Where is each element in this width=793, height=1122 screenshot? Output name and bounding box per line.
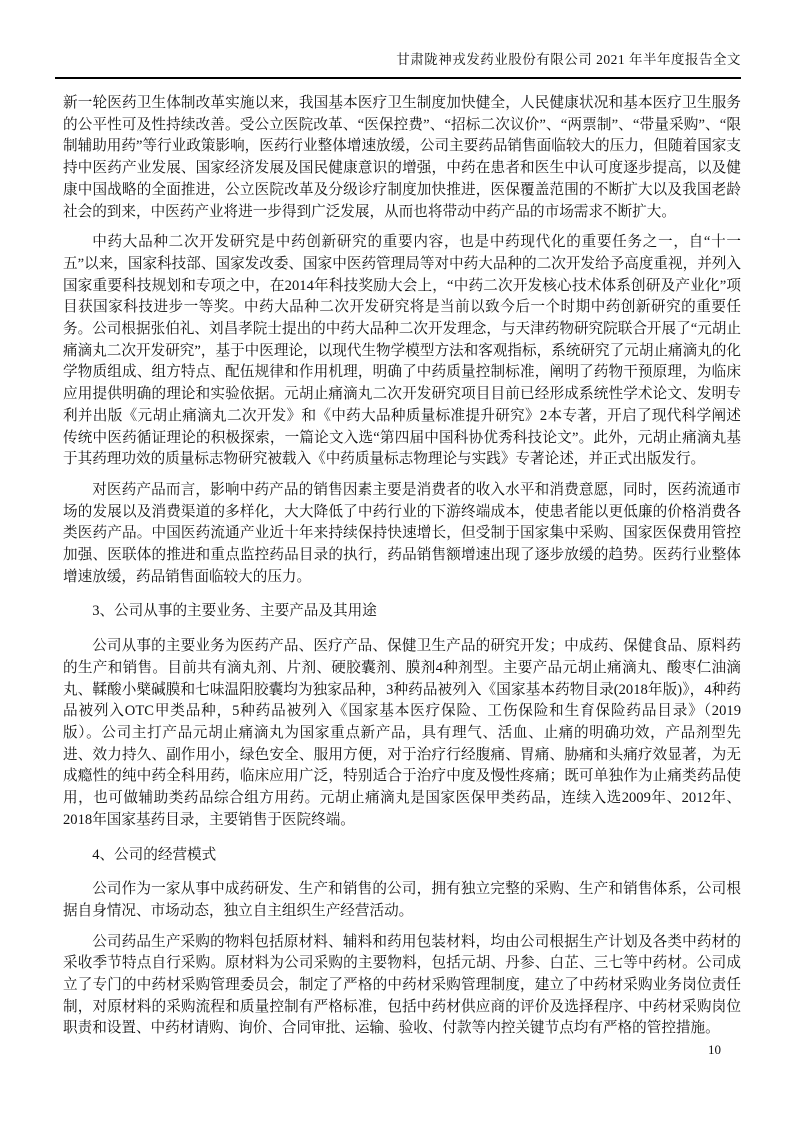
page-number: 10	[708, 1042, 721, 1057]
paragraph-operation-model: 公司作为一家从事中成药研发、生产和销售的公司，拥有独立完整的采购、生产和销售体系，公司根据自身情况、市场动态，独立自主组织生产经营活动。	[63, 881, 741, 919]
paragraph-procurement: 公司药品生产采购的物料包括原材料、辅料和药用包装材料，均由公司根据生产计划及各类中药材的采收季节特点自行采购。原材料为公司采购的主要物料，包括元胡、丹参、白芷、三七等中药材。公司成立了专门的中药材采购管理委员会，制定了严格的中药材采购管理制度，建立了中药材采购业务岗位责任制，对原材料的采购流程和质量控制有严格标准，包括中药材供应商的评价及选择程序、中药材采购岗位职责和设置、中药材请购、询价、合同审批、运输、验收、付款等内控关键节点均有严格的管控措施。	[63, 933, 741, 1037]
section-heading-operation-model: 4、公司的经营模式	[92, 846, 217, 863]
page-header	[55, 50, 741, 79]
paragraph-main-business: 公司从事的主要业务为医药产品、医疗产品、保健卫生产品的研究开发；中成药、保健食品、原料药的生产和销售。目前共有滴丸剂、片剂、硬胶囊剂、膜剂4种剂型。主要产品元胡止痛滴丸、酸枣仁油滴丸、鞣酸小檗碱膜和七味温阳胶囊均为独家品种，3种药品被列入《国家基本药物目录(2018年版)》，4种药品被列入OTC甲类品种，5种药品被列入《国家基本医疗保险、工伤保险和生育保险药品目录》（2019版）。公司主打产品元胡止痛滴丸为国家重点新产品，具有理气、活血、止痛的明确功效，产品剂型先进、效力持久、副作用小，绿色安全、服用方便，对于治疗行经腹痛、胃痛、胁痛和头痛疗效显著，为无成瘾性的纯中药全科用药，临床应用广泛，特别适合于治疗中度及慢性疼痛；既可单独作为止痛类药品使用，也可做辅助类药品综合组方用药。元胡止痛滴丸是国家医保甲类药品，连续入选2009年、2012年、2018年国家基药目录，主要销售于医院终端。	[63, 638, 741, 828]
document-body	[63, 93, 741, 1049]
paragraph-secondary-development: 中药大品种二次开发研究是中药创新研究的重要内容，也是中药现代化的重要任务之一，自“十一五”以来，国家科技部、国家发改委、国家中医药管理局等对中药大品种的二次开发给予高度重视，并列入国家重要科技规划和专项之中，在2014年科技奖励大会上，“中药二次开发核心技术体系创研及产业化”项目获国家科技进步一等奖。中药大品种二次开发研究将是当前以致今后一个时期中药创新研究的重要任务。公司根据张伯礼、刘昌孝院士提出的中药大品种二次开发理念，与天津药物研究院联合开展了“元胡止痛滴丸二次开发研究”，基于中医理论，以现代生物学模型方法和客观指标，系统研究了元胡止痛滴丸的化学物质组成、组方特点、配伍规律和作用机理，明确了中药质量控制标准，阐明了药物干预原理，为临床应用提供明确的理论和实验依据。元胡止痛滴丸二次开发研究项目目前已经形成系统性学术论文、发明专利并出版《元胡止痛滴丸二次开发》和《中药大品种质量标准提升研究》2本专著，开启了现代科学阐述传统中医药循证理论的积极探索，一篇论文入选“第四届中国科协优秀科技论文”。此外，元胡止痛滴丸基于其药理功效的质量标志物研究被载入《中药质量标志物理论与实践》专著论述，并正式出版发行。	[63, 234, 741, 468]
section-heading-main-business: 3、公司从事的主要业务、主要产品及其用途	[92, 603, 377, 620]
report-title: 甘肃陇神戎发药业股份有限公司 2021 年半年度报告全文	[396, 52, 741, 67]
paragraph-sales-factors: 对医药产品而言，影响中药产品的销售因素主要是消费者的收入水平和消费意愿，同时，医药流通市场的发展以及消费渠道的多样化，大大降低了中药行业的下游终端成本，使患者能以更低廉的价格消费各类医药产品。中国医药流通产业近十年来持续保持快速增长，但受制于国家集中采购、国家医保费用管控加强、医联体的推进和重点监控药品目录的执行，药品销售额增速出现了逐步放缓的趋势。医药行业整体增速放缓，药品销售面临较大的压力。	[63, 481, 741, 585]
paragraph-industry-reform: 新一轮医药卫生体制改革实施以来，我国基本医疗卫生制度加快健全，人民健康状况和基本医疗卫生服务的公平性可及性持续改善。受公立医院改革、“医保控费”、“招标二次议价”、“两票制”、“带量采购”、“限制辅助用药”等行业政策影响，医药行业整体增速放缓，公司主要药品销售面临较大的压力，但随着国家支持中医药产业发展、国家经济发展及国民健康意识的增强，中药在患者和医生中认可度逐步提高，以及健康中国战略的全面推进，公立医院改革及分级诊疗制度加快推进，医保覆盖范围的不断扩大以及我国老龄社会的到来，中医药产业将进一步得到广泛发展，从而也将带动中药产品的市场需求不断扩大。	[63, 95, 741, 220]
